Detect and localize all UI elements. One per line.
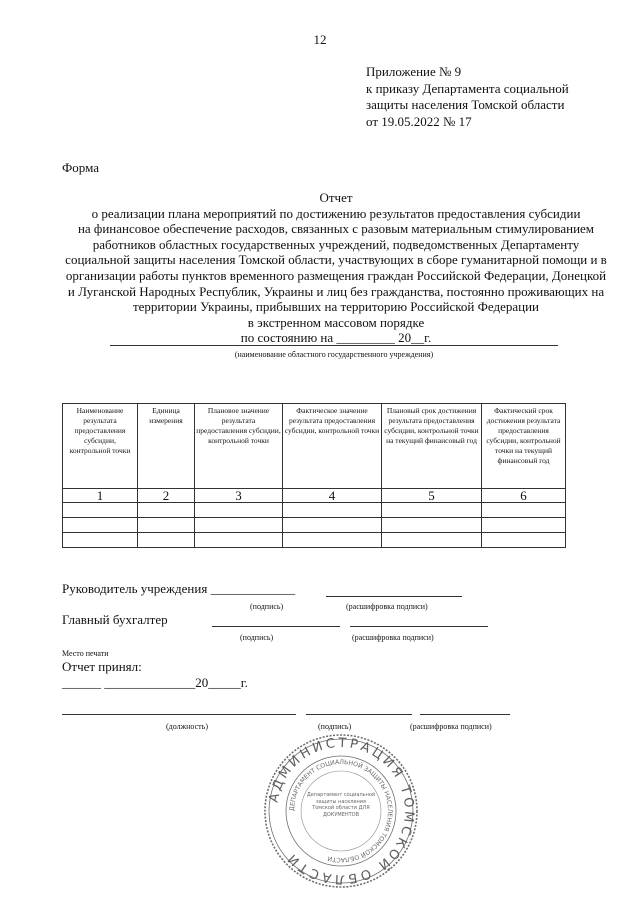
page-number: 12	[313, 32, 327, 47]
table-cell[interactable]	[382, 533, 482, 548]
accepted-date: ______ ______________20_____г.	[62, 675, 248, 690]
sign-line	[306, 714, 412, 715]
title-line: по состоянию на _________ 20__г.	[240, 330, 432, 346]
table-cell[interactable]	[63, 518, 138, 533]
title-line: о реализации плана мероприятий по достижению результатов предоставления субсидии	[91, 205, 581, 221]
table-row	[63, 503, 566, 518]
head-sign-caption: (подпись)	[250, 602, 284, 611]
seal-inner-text: ДЕПАРТАМЕНТ СОЦИАЛЬНОЙ ЗАЩИТЫ НАСЕЛЕНИЯ ТОМСКОЙ ОБЛАСТИ	[288, 758, 394, 864]
appendix-line: от 19.05.2022 № 17	[366, 113, 472, 129]
title-line: территории Украины, прибывших на территорию Российской Федерации	[132, 299, 540, 315]
table-cell[interactable]	[138, 503, 195, 518]
table-row	[63, 533, 566, 548]
appendix-line: Приложение № 9	[366, 64, 462, 79]
head-decode-line	[326, 596, 462, 597]
appendix-line: к приказу Департамента социальной	[366, 80, 569, 96]
appendix-line: защиты населения Томской области	[366, 97, 565, 112]
title-line: организации работы пунктов временного размещения граждан Российской Федерации, Донецкой	[65, 267, 607, 283]
org-name-line	[110, 345, 558, 346]
form-label: Форма	[62, 160, 99, 175]
title-line: Отчет	[319, 190, 353, 205]
report-table	[62, 403, 566, 548]
accepted-label: Отчет принял:	[62, 659, 142, 674]
official-seal	[262, 732, 420, 890]
decode-caption: (расшифровка подписи)	[410, 722, 492, 731]
title-line: в экстренном массовом порядке	[247, 314, 425, 330]
table-cell[interactable]	[138, 518, 195, 533]
table-cell[interactable]	[195, 518, 283, 533]
table-cell[interactable]	[382, 518, 482, 533]
table-header-cell: Фактическое значение результата предоставления субсидии, контрольной точки	[283, 404, 382, 489]
position-caption: (должность)	[166, 722, 208, 731]
table-cell[interactable]	[482, 533, 566, 548]
table-cell[interactable]	[63, 533, 138, 548]
table-cell[interactable]	[482, 503, 566, 518]
table-header-cell: Плановый срок достижения результата предоставления субсидии, контрольной точки на текущий финансовый год	[382, 404, 482, 489]
table-row	[63, 518, 566, 533]
seal-place: Место печати	[62, 649, 109, 658]
sign-caption: (подпись)	[318, 722, 352, 731]
title-line: на финансовое обеспечение расходов, связанных с разовым материальным стимулированием	[77, 221, 595, 237]
accountant-label: Главный бухгалтер	[62, 612, 168, 627]
table-cell[interactable]	[283, 503, 382, 518]
table-cell[interactable]	[283, 533, 382, 548]
table-cell[interactable]	[283, 518, 382, 533]
accountant-decode-caption: (расшифровка подписи)	[352, 633, 434, 642]
table-cell[interactable]	[63, 503, 138, 518]
column-number: 2	[138, 489, 195, 503]
report-title	[40, 190, 632, 346]
title-line: социальной защиты населения Томской области, участвующих в сборе гуманитарной помощи и в	[65, 252, 607, 268]
accountant-decode-line	[350, 626, 488, 627]
head-decode-caption: (расшифровка подписи)	[346, 602, 428, 611]
table-header-cell: Наименование результата предоставления субсидии, контрольной точки	[63, 404, 138, 489]
title-line: работников областных государственных учреждений, подведомственных Департаменту	[92, 236, 580, 252]
table-cell[interactable]	[195, 533, 283, 548]
appendix-header	[366, 64, 626, 130]
decode-line	[420, 714, 510, 715]
head-label: Руководитель учреждения _____________	[62, 581, 296, 596]
table-header-cell: Плановое значение результата предоставления субсидии, контрольной точки	[195, 404, 283, 489]
table-header-row	[63, 404, 566, 489]
title-line: и Луганской Народных Республик, Украины и лиц без гражданства, постоянно проживающих на	[67, 283, 605, 299]
seal-ring-text: АДМИНИСТРАЦИЯ ТОМСКОЙ ОБЛАСТИ	[266, 735, 417, 887]
table-number-row	[63, 489, 566, 503]
table-cell[interactable]	[382, 503, 482, 518]
position-line	[62, 714, 296, 715]
seal-center-text: Департамент социальной защиты населения Томской области ДЛЯ ДОКУМЕНТОВ	[306, 792, 376, 818]
org-caption: (наименование областного государственного учреждения)	[234, 350, 434, 359]
column-number: 3	[195, 489, 283, 503]
table-cell[interactable]	[195, 503, 283, 518]
column-number: 6	[482, 489, 566, 503]
column-number: 4	[283, 489, 382, 503]
accountant-sign-line	[212, 626, 340, 627]
table-cell[interactable]	[482, 518, 566, 533]
accountant-sign-caption: (подпись)	[240, 633, 274, 642]
column-number: 1	[63, 489, 138, 503]
table-header-cell: Фактический срок достижения результата предоставления субсидии, контрольной точки на текущий финансовый год	[482, 404, 566, 489]
table-header-cell: Единица измерения	[138, 404, 195, 489]
column-number: 5	[382, 489, 482, 503]
table-cell[interactable]	[138, 533, 195, 548]
